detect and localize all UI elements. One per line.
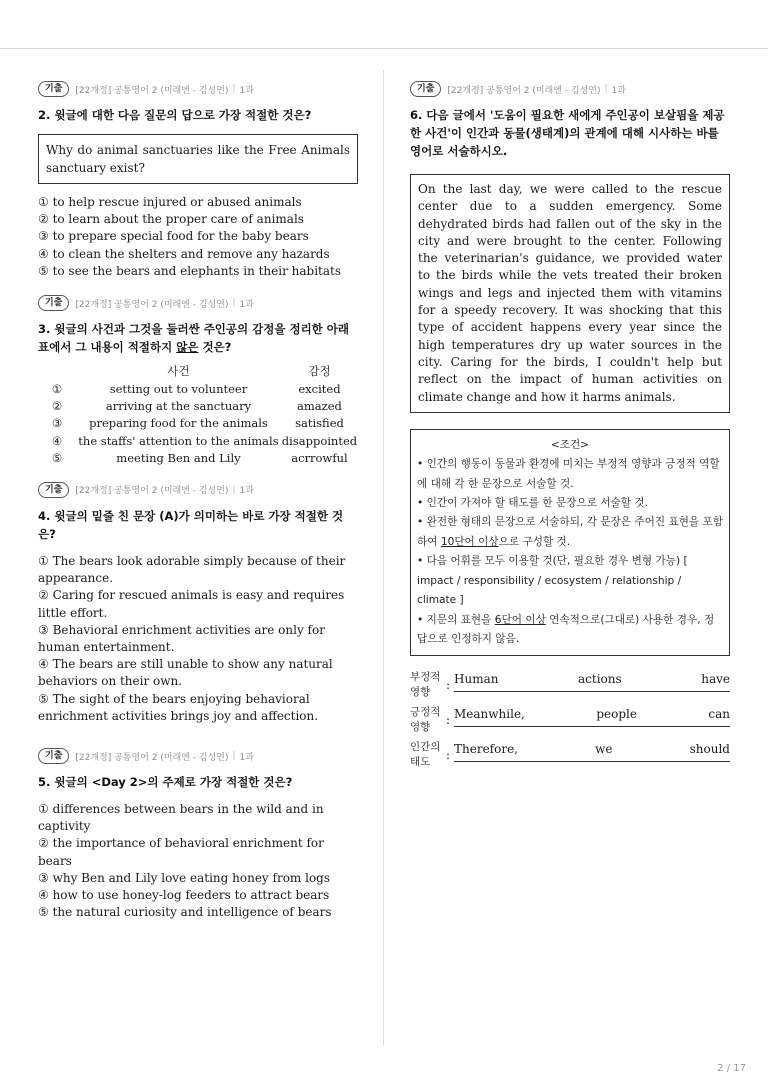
lesson-label: 1과 xyxy=(239,752,254,763)
exam-tag: 기출 xyxy=(38,81,69,97)
table-row[interactable] xyxy=(38,380,358,397)
condition-text: • 지문의 표현을 xyxy=(417,613,495,626)
question-title: 6. 다음 글에서 '도움이 필요한 새에게 주인공이 보살핌을 제공한 사건'이 인간과 동물(생태계)의 관계에 대해 시사하는 바를 영어로 서술하시오. xyxy=(410,108,725,158)
row-emotion: acrrowful xyxy=(291,451,348,466)
condition-item xyxy=(417,513,723,552)
answer-label: 부정적 영향 xyxy=(410,671,441,699)
header-event: 사건 xyxy=(167,364,190,379)
option[interactable]: ④ The bears are still unable to show any natural behaviors on their own. xyxy=(38,657,333,689)
option[interactable]: ④ how to use honey-log feeders to attract bears xyxy=(38,888,330,903)
question-title: 5. 윗글의 <Day 2>의 주제로 가장 적절한 것은? xyxy=(38,775,293,789)
answer-row-negative xyxy=(410,670,730,704)
question-meta xyxy=(38,80,358,98)
question-title xyxy=(38,320,358,356)
separator: | xyxy=(232,84,236,94)
condition-underlined: 6단어 이상 xyxy=(494,613,546,626)
row-num: ⑤ xyxy=(51,451,63,466)
answer-word: actions xyxy=(578,672,622,687)
question-6 xyxy=(410,80,730,774)
header-emotion: 감정 xyxy=(308,364,331,379)
answer-word: should xyxy=(689,742,730,757)
separator: | xyxy=(604,84,608,94)
lesson-label: 1과 xyxy=(239,85,254,96)
option[interactable]: ② Caring for rescued animals is easy and requires little effort. xyxy=(38,588,345,620)
row-event: the staffs' attention to the animals xyxy=(78,433,279,448)
table-row[interactable] xyxy=(38,397,358,414)
emotion-table xyxy=(38,362,358,467)
question-meta xyxy=(410,80,730,98)
option[interactable]: ④ to clean the shelters and remove any hazards xyxy=(38,246,330,261)
answer-word: Meanwhile, xyxy=(454,707,525,722)
question-meta xyxy=(38,747,358,765)
condition-item: • 인간의 행동이 동물과 환경에 미치는 부정적 영향과 긍정적 역할에 대해 각 한 문장으로 서술할 것. xyxy=(417,458,720,490)
option[interactable]: ⑤ The sight of the bears enjoying behavioral enrichment activities brings joy and affection. xyxy=(38,691,319,723)
answer-word: we xyxy=(595,742,613,757)
option[interactable]: ⑤ the natural curiosity and intelligence of bears xyxy=(38,905,332,920)
condition-item: • 인간이 가져야 할 태도를 한 문장으로 서술할 것. xyxy=(417,497,648,510)
option[interactable]: ③ why Ben and Lily love eating honey from logs xyxy=(38,870,331,885)
answer-label: 인간의 태도 xyxy=(410,741,441,769)
source-label: [22개정] 공통영어 2 (미래엔 - 김성연) xyxy=(75,299,229,310)
condition-underlined: 10단어 이상 xyxy=(440,535,499,548)
condition-item xyxy=(417,611,723,650)
answer-line[interactable] xyxy=(454,705,730,727)
separator: | xyxy=(232,751,236,761)
option[interactable]: ① differences between bears in the wild and in captivity xyxy=(38,802,324,834)
title-text: 3. 윗글의 사건과 그것을 둘러싼 주인공의 감정을 정리한 아래 표에서 그 내용이 적절하지 xyxy=(38,322,350,355)
answer-word: people xyxy=(596,707,637,722)
answer-word: can xyxy=(708,707,730,722)
question-2 xyxy=(38,80,358,280)
separator: | xyxy=(232,484,236,495)
exam-tag: 기출 xyxy=(410,81,441,97)
option[interactable]: ③ Behavioral enrichment activities are only for human entertainment. xyxy=(38,622,325,654)
row-emotion: satisfied xyxy=(295,416,344,431)
options-list xyxy=(38,553,358,725)
column-divider xyxy=(383,70,384,1045)
options-list xyxy=(38,801,358,921)
lesson-label: 1과 xyxy=(239,299,254,310)
colon: : xyxy=(446,748,451,763)
row-num: ③ xyxy=(51,416,63,431)
answer-word: Therefore, xyxy=(454,742,518,757)
page-number: 2 / 17 xyxy=(717,1063,746,1074)
row-num: ② xyxy=(51,399,63,414)
answer-row-attitude xyxy=(410,740,730,774)
row-event: arriving at the sanctuary xyxy=(105,399,252,414)
condition-item: • 다음 어휘를 모두 이용할 것(단, 필요한 경우 변형 가능) [ impact / responsibility / ecosystem / relationship / climate ] xyxy=(417,555,688,607)
source-label: [22개정] 공통영어 2 (미래엔 - 김성연) xyxy=(75,752,229,763)
source-label: [22개정] 공통영어 2 (미래엔 - 김성연) xyxy=(447,85,601,96)
exam-tag: 기출 xyxy=(38,748,69,764)
answer-label: 긍정적 영향 xyxy=(410,706,441,734)
conditions-box xyxy=(410,429,730,656)
source-label: [22개정] 공통영어 2 (미래엔 - 김성연) xyxy=(75,486,229,497)
condition-text-end: 연속적으로(그대로) 사용한 경우, 정답으로 인정하지 않음. xyxy=(417,613,715,645)
question-meta xyxy=(38,294,358,312)
title-text-end: 것은? xyxy=(198,340,232,355)
row-emotion: excited xyxy=(298,381,341,396)
source-label: [22개정] 공통영어 2 (미래엔 - 김성연) xyxy=(75,85,229,96)
answer-line[interactable] xyxy=(454,670,730,692)
option[interactable]: ① to help rescue injured or abused animals xyxy=(38,195,302,209)
title-underlined: 않은 xyxy=(176,340,199,355)
right-column xyxy=(410,80,730,788)
row-event: setting out to volunteer xyxy=(109,381,248,396)
question-4 xyxy=(38,481,358,725)
header-num xyxy=(38,362,76,380)
option[interactable]: ② to learn about the proper care of animals xyxy=(38,212,304,227)
table-row[interactable] xyxy=(38,415,358,432)
options-list xyxy=(38,194,358,280)
passage-box: On the last day, we were called to the rescue center due to a sudden emergency. Some dehydrated birds had fallen out of the sky in the city and were brought to the center. Following the veterinarian's guidance, we provided water to the birds while the vets treated their broken wings and legs and injected them with vitamins for a speedy recovery. It was shocking that this type of accident happens every year since the high temperatures dry up water sources in the city. Caring for the birds, I couldn't help but reflect on the impact of human activities on climate change and how it harms animals. xyxy=(410,174,730,413)
answer-word: have xyxy=(701,672,730,687)
answer-area xyxy=(410,670,730,774)
left-column xyxy=(38,80,358,935)
option[interactable]: ① The bears look adorable simply because of their appearance. xyxy=(38,553,346,586)
table-row[interactable] xyxy=(38,432,358,449)
row-num: ① xyxy=(51,381,63,396)
question-box: Why do animal sanctuaries like the Free Animals sanctuary exist? xyxy=(38,134,358,184)
colon: : xyxy=(446,678,451,693)
option[interactable]: ② the importance of behavioral enrichment for bears xyxy=(38,836,324,868)
answer-row-positive xyxy=(410,705,730,739)
table-row[interactable] xyxy=(38,450,358,467)
question-5 xyxy=(38,747,358,921)
question-title: 2. 윗글에 대한 다음 질문의 답으로 가장 적절한 것은? xyxy=(38,108,312,122)
condition-text: • 완전한 형태의 문장으로 서술하되, 각 문장은 주어진 표현을 포함하여 xyxy=(417,516,723,548)
question-3 xyxy=(38,294,358,467)
header-rule xyxy=(0,48,768,49)
option[interactable]: ⑤ to see the bears and elephants in their habitats xyxy=(38,263,342,278)
lesson-label: 1과 xyxy=(611,85,626,96)
row-event: meeting Ben and Lily xyxy=(116,451,241,466)
option[interactable]: ③ to prepare special food for the baby bears xyxy=(38,229,309,244)
row-emotion: amazed xyxy=(297,399,342,414)
question-title: 4. 윗글의 밑줄 친 문장 (A)가 의미하는 바로 가장 적절한 것은? xyxy=(38,508,344,541)
exam-tag: 기출 xyxy=(38,482,69,498)
exam-tag: 기출 xyxy=(38,295,69,311)
row-emotion: disappointed xyxy=(281,433,358,448)
row-event: preparing food for the animals xyxy=(89,416,268,431)
row-num: ④ xyxy=(51,433,63,448)
colon: : xyxy=(446,713,451,728)
condition-text-end: 으로 구성할 것. xyxy=(498,535,571,548)
lesson-label: 1과 xyxy=(239,486,254,497)
answer-word: Human xyxy=(454,672,499,687)
question-meta xyxy=(38,481,358,499)
answer-line[interactable] xyxy=(454,740,730,762)
conditions-title: <조건> xyxy=(550,438,590,451)
separator: | xyxy=(232,298,236,309)
